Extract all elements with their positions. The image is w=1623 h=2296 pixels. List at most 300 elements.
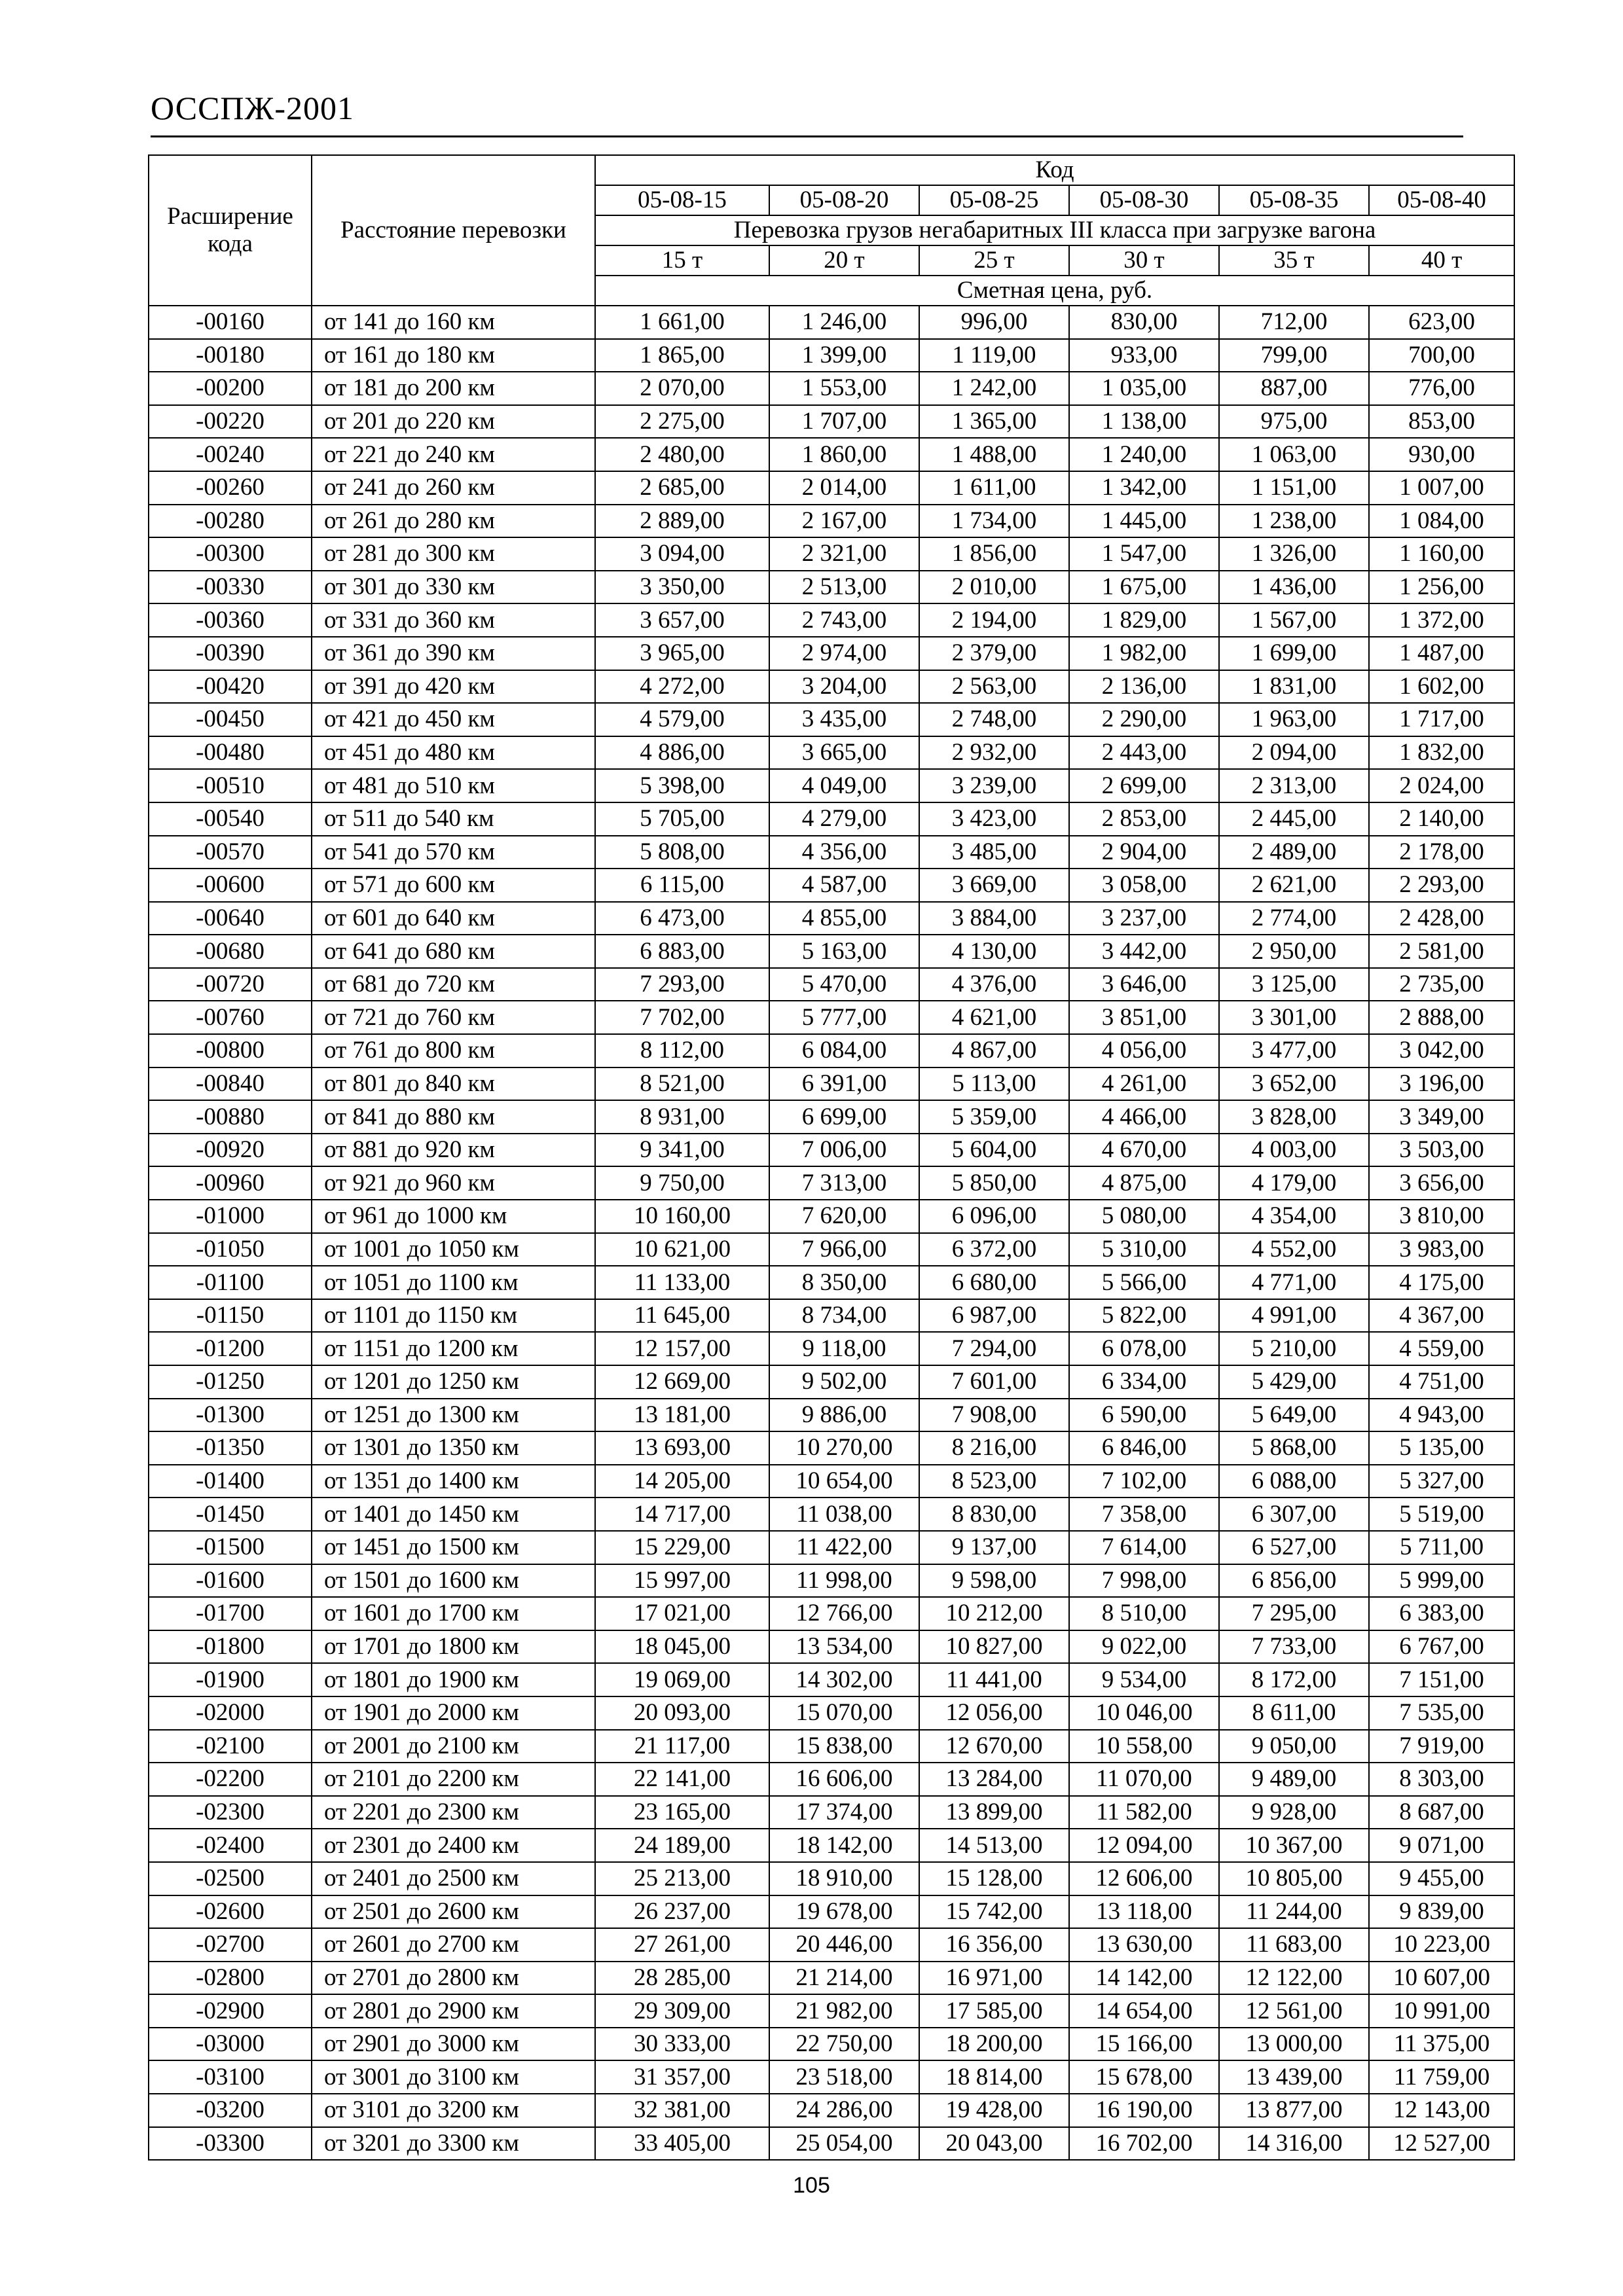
cell-extension-code: -02100 <box>149 1730 312 1763</box>
cell-price: 1 717,00 <box>1369 703 1514 736</box>
cell-price: 4 175,00 <box>1369 1266 1514 1299</box>
cell-price: 1 611,00 <box>919 471 1069 505</box>
cell-price: 12 056,00 <box>919 1696 1069 1730</box>
cell-price: 6 856,00 <box>1219 1564 1369 1598</box>
table-row <box>149 2060 1514 2094</box>
cell-price: 1 372,00 <box>1369 603 1514 637</box>
cell-price: 4 179,00 <box>1219 1166 1369 1200</box>
cell-price: 1 160,00 <box>1369 537 1514 571</box>
cell-price: 9 502,00 <box>769 1365 919 1399</box>
cell-extension-code: -00220 <box>149 405 312 439</box>
cell-extension-code: -01400 <box>149 1465 312 1498</box>
header-code: 05-08-20 <box>769 185 919 215</box>
cell-price: 2 010,00 <box>919 571 1069 604</box>
cell-price: 10 827,00 <box>919 1630 1069 1664</box>
table-row <box>149 2094 1514 2127</box>
cell-price: 1 675,00 <box>1069 571 1219 604</box>
cell-price: 9 928,00 <box>1219 1796 1369 1829</box>
cell-distance: от 1351 до 1400 км <box>312 1465 595 1498</box>
cell-distance: от 1401 до 1450 км <box>312 1498 595 1531</box>
cell-price: 8 350,00 <box>769 1266 919 1299</box>
cell-distance: от 451 до 480 км <box>312 736 595 770</box>
cell-price: 1 661,00 <box>595 306 769 339</box>
cell-price: 14 654,00 <box>1069 1994 1219 2028</box>
cell-price: 4 587,00 <box>769 869 919 902</box>
cell-price: 5 210,00 <box>1219 1332 1369 1365</box>
header-description: Перевозка грузов негабаритных III класса при загрузке вагона <box>595 215 1514 245</box>
cell-price: 19 428,00 <box>919 2094 1069 2127</box>
cell-distance: от 421 до 450 км <box>312 703 595 736</box>
cell-price: 14 205,00 <box>595 1465 769 1498</box>
cell-distance: от 2301 до 2400 км <box>312 1829 595 1862</box>
table-row <box>149 1299 1514 1333</box>
cell-price: 7 313,00 <box>769 1166 919 1200</box>
cell-price: 4 771,00 <box>1219 1266 1369 1299</box>
cell-price: 4 751,00 <box>1369 1365 1514 1399</box>
cell-distance: от 721 до 760 км <box>312 1001 595 1034</box>
cell-price: 5 135,00 <box>1369 1431 1514 1465</box>
cell-price: 21 117,00 <box>595 1730 769 1763</box>
cell-price: 24 189,00 <box>595 1829 769 1862</box>
header-load: 40 т <box>1369 245 1514 276</box>
cell-price: 3 301,00 <box>1219 1001 1369 1034</box>
cell-price: 2 428,00 <box>1369 902 1514 935</box>
cell-price: 7 294,00 <box>919 1332 1069 1365</box>
table-row <box>149 1597 1514 1630</box>
cell-extension-code: -01050 <box>149 1233 312 1266</box>
cell-price: 6 088,00 <box>1219 1465 1369 1498</box>
cell-price: 7 702,00 <box>595 1001 769 1034</box>
cell-price: 2 621,00 <box>1219 869 1369 902</box>
cell-extension-code: -00390 <box>149 637 312 670</box>
cell-price: 1 734,00 <box>919 505 1069 538</box>
cell-extension-code: -02000 <box>149 1696 312 1730</box>
cell-price: 13 181,00 <box>595 1399 769 1432</box>
cell-price: 853,00 <box>1369 405 1514 439</box>
cell-distance: от 361 до 390 км <box>312 637 595 670</box>
cell-price: 15 997,00 <box>595 1564 769 1598</box>
cell-price: 11 422,00 <box>769 1531 919 1564</box>
cell-price: 2 774,00 <box>1219 902 1369 935</box>
cell-price: 11 998,00 <box>769 1564 919 1598</box>
cell-price: 2 685,00 <box>595 471 769 505</box>
cell-price: 5 359,00 <box>919 1100 1069 1134</box>
cell-price: 5 470,00 <box>769 968 919 1001</box>
cell-extension-code: -01300 <box>149 1399 312 1432</box>
cell-price: 1 553,00 <box>769 372 919 405</box>
cell-price: 12 157,00 <box>595 1332 769 1365</box>
cell-price: 4 056,00 <box>1069 1034 1219 1067</box>
cell-price: 14 142,00 <box>1069 1962 1219 1995</box>
cell-extension-code: -00720 <box>149 968 312 1001</box>
cell-price: 25 054,00 <box>769 2127 919 2161</box>
cell-price: 1 246,00 <box>769 306 919 339</box>
cell-extension-code: -00600 <box>149 869 312 902</box>
cell-price: 2 904,00 <box>1069 836 1219 869</box>
cell-price: 7 358,00 <box>1069 1498 1219 1531</box>
cell-price: 4 261,00 <box>1069 1067 1219 1101</box>
cell-distance: от 1201 до 1250 км <box>312 1365 595 1399</box>
cell-price: 17 021,00 <box>595 1597 769 1630</box>
cell-price: 4 855,00 <box>769 902 919 935</box>
cell-price: 2 743,00 <box>769 603 919 637</box>
cell-price: 1 342,00 <box>1069 471 1219 505</box>
cell-extension-code: -00450 <box>149 703 312 736</box>
cell-price: 15 678,00 <box>1069 2060 1219 2094</box>
cell-price: 830,00 <box>1069 306 1219 339</box>
cell-distance: от 181 до 200 км <box>312 372 595 405</box>
cell-extension-code: -00420 <box>149 670 312 704</box>
table-row <box>149 1200 1514 1233</box>
cell-price: 6 883,00 <box>595 935 769 968</box>
cell-price: 5 822,00 <box>1069 1299 1219 1333</box>
cell-price: 9 071,00 <box>1369 1829 1514 1862</box>
cell-distance: от 511 до 540 км <box>312 802 595 836</box>
cell-price: 3 657,00 <box>595 603 769 637</box>
cell-price: 1 707,00 <box>769 405 919 439</box>
cell-price: 13 000,00 <box>1219 2028 1369 2061</box>
cell-price: 12 606,00 <box>1069 1862 1219 1895</box>
cell-distance: от 301 до 330 км <box>312 571 595 604</box>
cell-price: 10 991,00 <box>1369 1994 1514 2028</box>
cell-price: 11 683,00 <box>1219 1928 1369 1962</box>
cell-price: 28 285,00 <box>595 1962 769 1995</box>
cell-extension-code: -01200 <box>149 1332 312 1365</box>
cell-price: 4 367,00 <box>1369 1299 1514 1333</box>
cell-price: 2 513,00 <box>769 571 919 604</box>
cell-extension-code: -00300 <box>149 537 312 571</box>
cell-price: 1 365,00 <box>919 405 1069 439</box>
cell-price: 7 733,00 <box>1219 1630 1369 1664</box>
cell-price: 4 621,00 <box>919 1001 1069 1034</box>
cell-price: 2 070,00 <box>595 372 769 405</box>
cell-price: 6 383,00 <box>1369 1597 1514 1630</box>
cell-price: 8 611,00 <box>1219 1696 1369 1730</box>
cell-price: 2 748,00 <box>919 703 1069 736</box>
table-row <box>149 2127 1514 2161</box>
table-row <box>149 836 1514 869</box>
cell-price: 5 999,00 <box>1369 1564 1514 1598</box>
cell-price: 5 310,00 <box>1069 1233 1219 1266</box>
cell-price: 5 080,00 <box>1069 1200 1219 1233</box>
cell-price: 13 630,00 <box>1069 1928 1219 1962</box>
cell-price: 12 122,00 <box>1219 1962 1369 1995</box>
cell-price: 10 654,00 <box>769 1465 919 1498</box>
cell-price: 7 102,00 <box>1069 1465 1219 1498</box>
cell-price: 5 808,00 <box>595 836 769 869</box>
cell-extension-code: -03300 <box>149 2127 312 2161</box>
cell-price: 7 908,00 <box>919 1399 1069 1432</box>
cell-extension-code: -01450 <box>149 1498 312 1531</box>
cell-distance: от 1601 до 1700 км <box>312 1597 595 1630</box>
cell-extension-code: -02200 <box>149 1763 312 1796</box>
cell-extension-code: -00160 <box>149 306 312 339</box>
table-row <box>149 1100 1514 1134</box>
cell-price: 5 327,00 <box>1369 1465 1514 1498</box>
cell-price: 623,00 <box>1369 306 1514 339</box>
cell-distance: от 331 до 360 км <box>312 603 595 637</box>
cell-price: 4 003,00 <box>1219 1134 1369 1167</box>
cell-price: 11 375,00 <box>1369 2028 1514 2061</box>
cell-price: 19 678,00 <box>769 1895 919 1929</box>
cell-price: 13 693,00 <box>595 1431 769 1465</box>
cell-extension-code: -00840 <box>149 1067 312 1101</box>
cell-price: 15 166,00 <box>1069 2028 1219 2061</box>
cell-price: 25 213,00 <box>595 1862 769 1895</box>
cell-distance: от 921 до 960 км <box>312 1166 595 1200</box>
cell-distance: от 1301 до 1350 км <box>312 1431 595 1465</box>
cell-price: 4 552,00 <box>1219 1233 1369 1266</box>
cell-price: 4 376,00 <box>919 968 1069 1001</box>
cell-price: 12 561,00 <box>1219 1994 1369 2028</box>
header-code: 05-08-40 <box>1369 185 1514 215</box>
cell-price: 11 038,00 <box>769 1498 919 1531</box>
cell-price: 2 888,00 <box>1369 1001 1514 1034</box>
cell-price: 1 436,00 <box>1219 571 1369 604</box>
table-row <box>149 1365 1514 1399</box>
cell-price: 12 670,00 <box>919 1730 1069 1763</box>
cell-price: 5 777,00 <box>769 1001 919 1034</box>
cell-price: 31 357,00 <box>595 2060 769 2094</box>
cell-price: 11 582,00 <box>1069 1796 1219 1829</box>
cell-price: 6 680,00 <box>919 1266 1069 1299</box>
cell-extension-code: -03100 <box>149 2060 312 2094</box>
table-row <box>149 1266 1514 1299</box>
header-distance: Расстояние перевозки <box>312 155 595 306</box>
cell-price: 4 943,00 <box>1369 1399 1514 1432</box>
cell-price: 7 614,00 <box>1069 1531 1219 1564</box>
cell-price: 4 130,00 <box>919 935 1069 968</box>
header-load: 25 т <box>919 245 1069 276</box>
cell-price: 7 293,00 <box>595 968 769 1001</box>
table-row <box>149 1498 1514 1531</box>
cell-distance: от 1051 до 1100 км <box>312 1266 595 1299</box>
cell-price: 7 620,00 <box>769 1200 919 1233</box>
cell-price: 1 982,00 <box>1069 637 1219 670</box>
cell-distance: от 761 до 800 км <box>312 1034 595 1067</box>
cell-price: 8 510,00 <box>1069 1597 1219 1630</box>
cell-price: 11 759,00 <box>1369 2060 1514 2094</box>
cell-price: 7 601,00 <box>919 1365 1069 1399</box>
table-row <box>149 902 1514 935</box>
table-row <box>149 405 1514 439</box>
cell-price: 2 293,00 <box>1369 869 1514 902</box>
cell-distance: от 2901 до 3000 км <box>312 2028 595 2061</box>
cell-distance: от 541 до 570 км <box>312 836 595 869</box>
table-row <box>149 372 1514 405</box>
cell-price: 3 503,00 <box>1369 1134 1514 1167</box>
cell-distance: от 201 до 220 км <box>312 405 595 439</box>
table-row <box>149 1663 1514 1696</box>
page-number: 105 <box>793 2173 830 2198</box>
cell-price: 1 326,00 <box>1219 537 1369 571</box>
cell-extension-code: -00280 <box>149 505 312 538</box>
cell-price: 14 717,00 <box>595 1498 769 1531</box>
cell-price: 700,00 <box>1369 339 1514 372</box>
cell-distance: от 681 до 720 км <box>312 968 595 1001</box>
document-title: ОССПЖ-2001 <box>151 90 354 126</box>
cell-price: 18 045,00 <box>595 1630 769 1664</box>
cell-extension-code: -01350 <box>149 1431 312 1465</box>
table-row <box>149 1399 1514 1432</box>
cell-price: 2 094,00 <box>1219 736 1369 770</box>
cell-extension-code: -01800 <box>149 1630 312 1664</box>
cell-price: 5 429,00 <box>1219 1365 1369 1399</box>
cell-price: 2 735,00 <box>1369 968 1514 1001</box>
table-row <box>149 1630 1514 1664</box>
cell-price: 3 477,00 <box>1219 1034 1369 1067</box>
header-load: 20 т <box>769 245 919 276</box>
cell-price: 10 160,00 <box>595 1200 769 1233</box>
cell-extension-code: -02700 <box>149 1928 312 1962</box>
cell-distance: от 1001 до 1050 км <box>312 1233 595 1266</box>
cell-price: 10 212,00 <box>919 1597 1069 1630</box>
cell-price: 23 165,00 <box>595 1796 769 1829</box>
cell-price: 3 125,00 <box>1219 968 1369 1001</box>
cell-distance: от 1701 до 1800 км <box>312 1630 595 1664</box>
cell-price: 9 137,00 <box>919 1531 1069 1564</box>
cell-price: 11 070,00 <box>1069 1763 1219 1796</box>
table-row <box>149 1763 1514 1796</box>
cell-price: 2 178,00 <box>1369 836 1514 869</box>
cell-price: 6 084,00 <box>769 1034 919 1067</box>
cell-price: 4 670,00 <box>1069 1134 1219 1167</box>
header-price-label: Сметная цена, руб. <box>595 276 1514 306</box>
cell-price: 12 669,00 <box>595 1365 769 1399</box>
cell-extension-code: -02600 <box>149 1895 312 1929</box>
cell-price: 712,00 <box>1219 306 1369 339</box>
cell-distance: от 1251 до 1300 км <box>312 1399 595 1432</box>
cell-price: 2 275,00 <box>595 405 769 439</box>
cell-price: 6 307,00 <box>1219 1498 1369 1531</box>
cell-extension-code: -00480 <box>149 736 312 770</box>
table-row <box>149 1962 1514 1995</box>
cell-price: 3 884,00 <box>919 902 1069 935</box>
cell-price: 9 750,00 <box>595 1166 769 1200</box>
cell-price: 5 705,00 <box>595 802 769 836</box>
cell-extension-code: -02300 <box>149 1796 312 1829</box>
cell-price: 3 196,00 <box>1369 1067 1514 1101</box>
cell-price: 10 621,00 <box>595 1233 769 1266</box>
cell-price: 5 163,00 <box>769 935 919 968</box>
header-code-group: Код <box>595 155 1514 185</box>
cell-extension-code: -00360 <box>149 603 312 637</box>
cell-price: 2 321,00 <box>769 537 919 571</box>
table-row <box>149 471 1514 505</box>
cell-price: 16 606,00 <box>769 1763 919 1796</box>
cell-distance: от 1101 до 1150 км <box>312 1299 595 1333</box>
cell-price: 9 534,00 <box>1069 1663 1219 1696</box>
cell-price: 21 982,00 <box>769 1994 919 2028</box>
table-row <box>149 339 1514 372</box>
cell-price: 6 846,00 <box>1069 1431 1219 1465</box>
cell-price: 13 118,00 <box>1069 1895 1219 1929</box>
cell-price: 6 372,00 <box>919 1233 1069 1266</box>
cell-price: 933,00 <box>1069 339 1219 372</box>
cell-price: 3 656,00 <box>1369 1166 1514 1200</box>
cell-price: 6 527,00 <box>1219 1531 1369 1564</box>
table-row <box>149 1431 1514 1465</box>
cell-extension-code: -00180 <box>149 339 312 372</box>
table-row <box>149 571 1514 604</box>
cell-price: 2 950,00 <box>1219 935 1369 968</box>
cell-price: 17 585,00 <box>919 1994 1069 2028</box>
cell-price: 3 349,00 <box>1369 1100 1514 1134</box>
table-row <box>149 1166 1514 1200</box>
cell-price: 2 581,00 <box>1369 935 1514 968</box>
cell-extension-code: -00240 <box>149 438 312 471</box>
cell-price: 15 742,00 <box>919 1895 1069 1929</box>
cell-distance: от 221 до 240 км <box>312 438 595 471</box>
cell-price: 9 050,00 <box>1219 1730 1369 1763</box>
table-row <box>149 1862 1514 1895</box>
cell-distance: от 161 до 180 км <box>312 339 595 372</box>
cell-price: 3 350,00 <box>595 571 769 604</box>
cell-price: 20 093,00 <box>595 1696 769 1730</box>
cell-price: 5 113,00 <box>919 1067 1069 1101</box>
cell-price: 24 286,00 <box>769 2094 919 2127</box>
cell-price: 7 151,00 <box>1369 1663 1514 1696</box>
cell-price: 11 244,00 <box>1219 1895 1369 1929</box>
cell-price: 14 302,00 <box>769 1663 919 1696</box>
cell-extension-code: -00510 <box>149 769 312 802</box>
title-divider <box>151 135 1463 137</box>
cell-price: 5 398,00 <box>595 769 769 802</box>
cell-price: 5 604,00 <box>919 1134 1069 1167</box>
cell-price: 3 810,00 <box>1369 1200 1514 1233</box>
cell-price: 5 519,00 <box>1369 1498 1514 1531</box>
header-code: 05-08-35 <box>1219 185 1369 215</box>
table-row <box>149 802 1514 836</box>
cell-price: 7 998,00 <box>1069 1564 1219 1598</box>
cell-price: 8 523,00 <box>919 1465 1069 1498</box>
cell-price: 18 814,00 <box>919 2060 1069 2094</box>
cell-price: 8 687,00 <box>1369 1796 1514 1829</box>
cell-price: 975,00 <box>1219 405 1369 439</box>
cell-price: 2 480,00 <box>595 438 769 471</box>
table-row <box>149 869 1514 902</box>
cell-price: 2 489,00 <box>1219 836 1369 869</box>
cell-price: 1 488,00 <box>919 438 1069 471</box>
cell-price: 15 838,00 <box>769 1730 919 1763</box>
header-code: 05-08-25 <box>919 185 1069 215</box>
cell-price: 9 489,00 <box>1219 1763 1369 1796</box>
cell-price: 6 391,00 <box>769 1067 919 1101</box>
cell-price: 7 919,00 <box>1369 1730 1514 1763</box>
cell-price: 5 868,00 <box>1219 1431 1369 1465</box>
cell-price: 5 850,00 <box>919 1166 1069 1200</box>
cell-price: 1 832,00 <box>1369 736 1514 770</box>
cell-price: 1 151,00 <box>1219 471 1369 505</box>
cell-price: 9 022,00 <box>1069 1630 1219 1664</box>
table-row <box>149 703 1514 736</box>
cell-distance: от 1501 до 1600 км <box>312 1564 595 1598</box>
table-row <box>149 306 1514 339</box>
cell-price: 2 024,00 <box>1369 769 1514 802</box>
cell-extension-code: -01250 <box>149 1365 312 1399</box>
cell-extension-code: -01500 <box>149 1531 312 1564</box>
cell-price: 14 316,00 <box>1219 2127 1369 2161</box>
cell-price: 1 238,00 <box>1219 505 1369 538</box>
cell-price: 3 442,00 <box>1069 935 1219 968</box>
header-extension: Расширение кода <box>149 155 312 306</box>
cell-price: 7 966,00 <box>769 1233 919 1266</box>
cell-price: 2 974,00 <box>769 637 919 670</box>
cell-extension-code: -00920 <box>149 1134 312 1167</box>
cell-price: 6 987,00 <box>919 1299 1069 1333</box>
cell-price: 3 983,00 <box>1369 1233 1514 1266</box>
table-row <box>149 935 1514 968</box>
